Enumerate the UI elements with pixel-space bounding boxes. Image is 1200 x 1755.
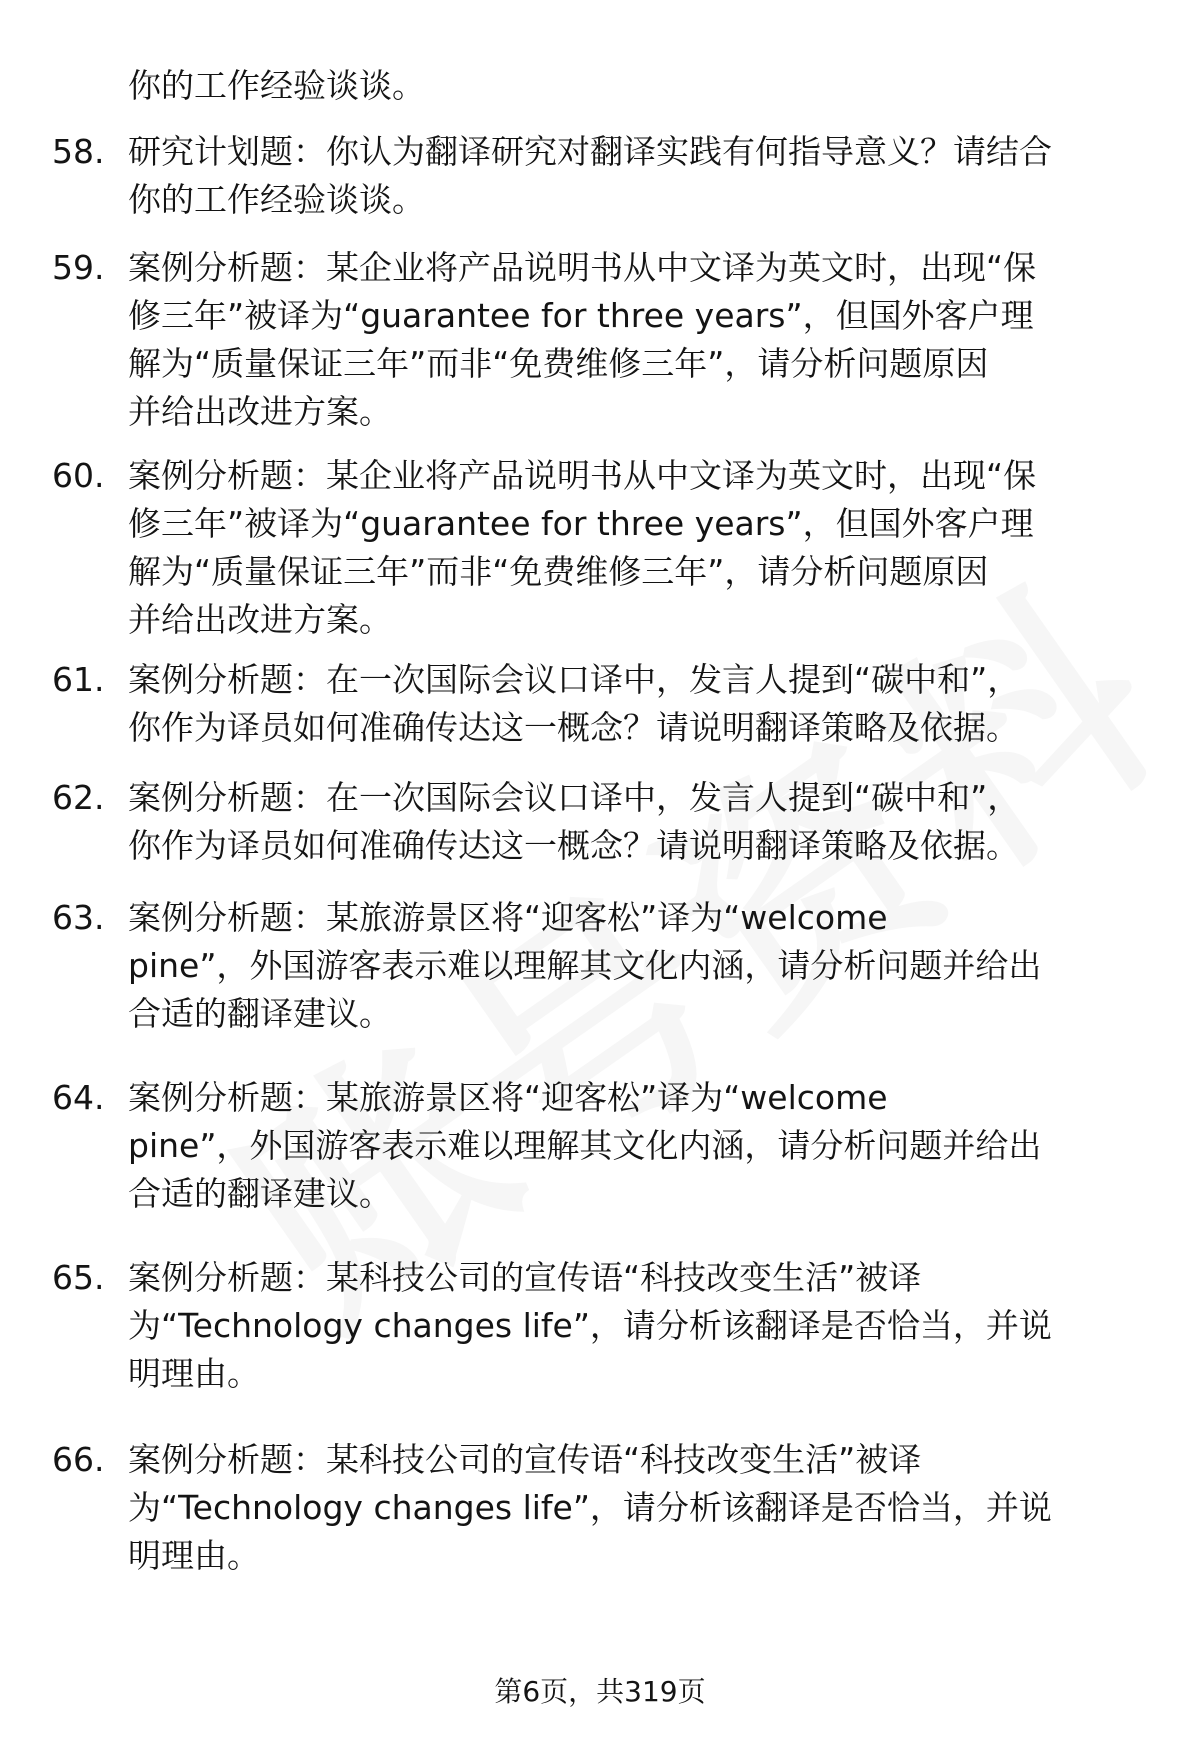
question-line: 你作为译员如何准确传达这一概念？请说明翻译策略及依据。 (128, 708, 1019, 747)
question-line: 为“Technology changes life”，请分析该翻译是否恰当，并说 (128, 1488, 1052, 1527)
question-line: 并给出改进方案。 (128, 392, 392, 431)
question-line: 合适的翻译建议。 (128, 994, 392, 1033)
question-number: 64. (52, 1078, 105, 1117)
question-text (128, 656, 1158, 752)
question-line: 你作为译员如何准确传达这一概念？请说明翻译策略及依据。 (128, 826, 1019, 865)
question-line: 案例分析题：在一次国际会议口译中，发言人提到“碳中和”， (128, 660, 1021, 699)
continuation-text: 你的工作经验谈谈。 (128, 66, 425, 105)
question-line: 案例分析题：某科技公司的宣传语“科技改变生活”被译 (128, 1440, 922, 1479)
question-text (128, 244, 1158, 436)
question-line: 修三年”被译为“guarantee for three years”，但国外客户理 (128, 296, 1034, 335)
question-text (128, 894, 1158, 1038)
question-line: pine”，外国游客表示难以理解其文化内涵，请分析问题并给出 (128, 1126, 1042, 1165)
question-line: 案例分析题：某旅游景区将“迎客松”译为“welcome (128, 1078, 888, 1117)
question-number: 62. (52, 778, 105, 817)
question-line: 明理由。 (128, 1536, 260, 1575)
question-line: 解为“质量保证三年”而非“免费维修三年”，请分析问题原因 (128, 552, 989, 591)
question-line: 案例分析题：某科技公司的宣传语“科技改变生活”被译 (128, 1258, 922, 1297)
question-line: 合适的翻译建议。 (128, 1174, 392, 1213)
question-line: 明理由。 (128, 1354, 260, 1393)
question-text (128, 1436, 1158, 1580)
question-line: 案例分析题：某企业将产品说明书从中文译为英文时，出现“保 (128, 248, 1037, 287)
question-text (128, 1254, 1158, 1398)
question-line: 案例分析题：某旅游景区将“迎客松”译为“welcome (128, 898, 888, 937)
page-number: 第6页，共319页 (494, 1675, 706, 1708)
question-line: 研究计划题：你认为翻译研究对翻译实践有何指导意义？请结合 (128, 132, 1052, 171)
question-text (128, 128, 1158, 224)
question-number: 61. (52, 660, 105, 699)
question-text (128, 1074, 1158, 1218)
question-number: 60. (52, 456, 105, 495)
question-number: 63. (52, 898, 105, 937)
question-line: 案例分析题：在一次国际会议口译中，发言人提到“碳中和”， (128, 778, 1021, 817)
question-line: 你的工作经验谈谈。 (128, 180, 425, 219)
question-text (128, 452, 1158, 644)
question-number: 66. (52, 1440, 105, 1479)
question-line: 并给出改进方案。 (128, 600, 392, 639)
question-text (128, 774, 1158, 870)
question-number: 59. (52, 248, 105, 287)
question-line: pine”，外国游客表示难以理解其文化内涵，请分析问题并给出 (128, 946, 1042, 985)
question-number: 58. (52, 132, 105, 171)
question-number: 65. (52, 1258, 105, 1297)
question-line: 案例分析题：某企业将产品说明书从中文译为英文时，出现“保 (128, 456, 1037, 495)
question-line: 为“Technology changes life”，请分析该翻译是否恰当，并说 (128, 1306, 1052, 1345)
question-line: 修三年”被译为“guarantee for three years”，但国外客户理 (128, 504, 1034, 543)
question-line: 解为“质量保证三年”而非“免费维修三年”，请分析问题原因 (128, 344, 989, 383)
